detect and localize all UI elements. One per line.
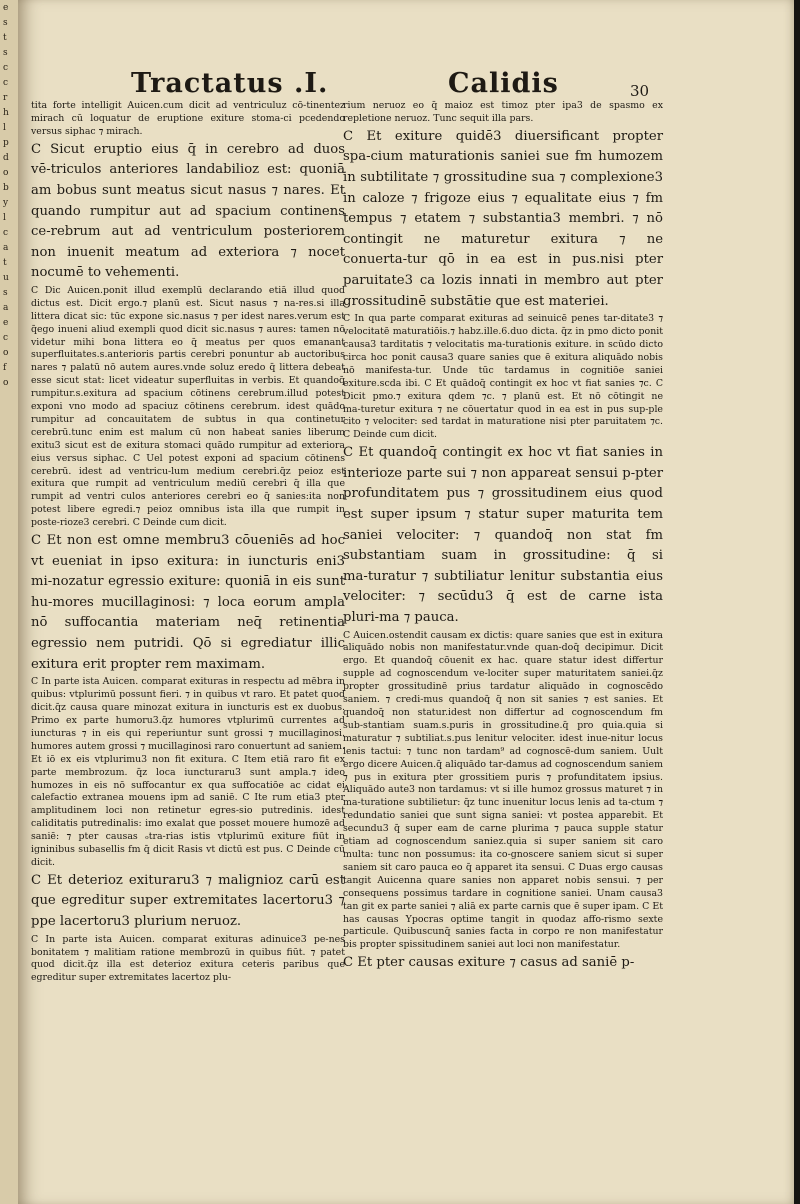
book-page — [18, 0, 794, 1204]
commentary-paragraph: C Auicen.ostendit causam ex dictis: quare sanies que est in exitura aliquādo nobis non manifestatur.vnde quan‑doq̄ decipimur. Dicit ergo. Et quandoq̄ cōuenit ex hac. quare statur idest differtur supple ad cognoscendum ve‑lociter super maturitatem saniei.q̄z propter grossitudinē prius tardatur aliquādo in cognoscēdo saniem. ⁊ credi‑mus quandoq̄ q̄ non sit sanies ⁊ est sanies. Et quandoq̄ non statur.idest non differtur ad cognoscendum fm sub‑stantiam suam.s.puris in grossitudine.q̄ pro quia.quia si maturatur ⁊ subtiliat.s.pus lenitur velociter. idest inue‑nitur locus lenis tactui: ⁊ tunc non tardam⁹ ad cognoscē‑dum saniem. Uult ergo dicere Auicen.q̄ aliquādo tar‑damus ad cognoscendum saniem ⁊ pus in exitura pter grossitiem puris ⁊ profunditatem ipsius. Aliquādo aute3 non tardamus: vt si ille humoz grossus maturet ⁊ in ma‑turatione subtilietur: q̄z tunc inuenitur locus lenis ad ta‑ctum ⁊ redundatio saniei que sunt signa saniei: vt postea apparebit. Et secundu3 q̄ super eam de carne plurima ⁊ pauca supple statur etiam ad cognoscendum saniez.quia si super saniem sit caro multa: tunc non possumus: ita co‑gnoscere saniem sicut si super saniem sit caro pauca eo q̄ apparet ita sensui. C Duas ergo causas tangit Auicenna quare sanies non apparet nobis sensui. ⁊ per consequens possimus tardare in cognitione saniei. Unam causa3 tan git ex parte saniei ⁊ aliā ex parte carnis que ē super ipam. C Et has causas Ypocras optime tangit in quodaz affo‑rismo sexte particule. Quibuscunq̄ sanies facta in corpo re non manifestatur bis propter spissitudinem saniei aut loci non manifestatur. — [343, 629, 663, 951]
margin-fragment: c — [3, 63, 9, 73]
commentary-paragraph: C In qua parte comparat exituras ad seinuicē penes tar‑ditate3 ⁊ velocitatē maturatiōis.⁊ habz.ille.6.duo dicta. q̄z in pmo dicto ponit causa3 tarditatis ⁊ velocitatis ma‑turationis exiture. in scūdo dicto circa hoc ponit causa3 quare sanies que ē exitura aliquādo nobis nō manifesta‑tur. Unde tūc tardamus in cognitiōe saniei exiture.scda ibi. C Et quādoq̄ contingit ex hoc vt fiat sanies ⁊c. C Dicit pmo.⁊ exitura qdem ⁊c. ⁊ planū est. Et nō cōtingit ne ma‑turetur exitura ⁊ ne cōuertatur quod in ea est in pus sup‑ple cito ⁊ velociter: sed tardat in maturatione nisi pter paruitatem ⁊c. C Deinde cum dicit. — [343, 313, 663, 441]
text-column-right — [343, 100, 663, 975]
text-paragraph: C Et exiture quidē3 diuersificant propter spa‑cium maturationis saniei sue fm humozem in subtilitate ⁊ grossitudine sua ⁊ complexione3 in caloze ⁊ frigoze eius ⁊ equalitate eius ⁊ fm tempus ⁊ etatem ⁊ substantia3 membri. ⁊ nō contingit ne maturetur exitura ⁊ ne conuerta‑tur qō in ea est in pus.nisi pter paruitate3 ca lozis innati in membro aut pter grossitudinē substātie que est materiei. — [343, 128, 663, 309]
folio-number: 30 — [630, 82, 650, 100]
margin-fragment: e — [3, 3, 9, 13]
margin-fragment: b — [3, 183, 9, 193]
commentary-paragraph: C Dic Auicen.ponit illud exemplū declarando etiā illud quod dictus est. Dicit ergo.⁊ planū est. Sicut nasus ⁊ na‑res.si illa littera dicat sic: tūc expone sic.nasus ⁊ per idest nares.verum est q̄ego inueni aliud exempli quod dicit sic.nasus ⁊ aures: tamen nō videtur mihi bona littera eo q̄ meatus per quos emanant superfluitates.s.anterioris partis cerebri ponuntur ab auctoribus nares ⁊ palatū nō autem aures.vnde soluz eredo q̄ littera debeat esse sicut stat: licet videatur superfluitas in verbis. Et quandoq̄ rumpitur.s.exitura ad spacium cōtinens cerebrum.illud potest exponi vno modo ad spaciuz cōtinens cerebrum. idest quādo rumpitur ad concauitatem de subtus in qua continetur cerebrū.tunc enim est malum cū non habeat sanies liberum exitu3 sicut est de exitura stomaci quādo rumpitur ad exteriora eius versus siphac. C Uel potest exponi ad spacium cōtinens cerebrū. idest ad ventricu‑lum medium cerebri.q̄z peioz est exitura que rumpit ad ventriculum mediū cerebri q̄ illa que rumpit ad ventri culos anteriores cerebri eo q̄ sanies:ita non potest libere egredi.⁊ peioz omnibus ista illa que rumpit in poste‑rioze3 cerebri. C Deinde cum dicit. — [31, 284, 345, 529]
margin-fragment: c — [3, 78, 9, 88]
margin-fragment: o — [3, 378, 9, 388]
margin-fragment: s — [3, 288, 8, 298]
running-title-left: Tractatus .I. — [131, 68, 329, 99]
margin-fragment: t — [3, 258, 7, 268]
margin-fragment: l — [3, 213, 6, 223]
margin-fragment: u — [3, 273, 9, 283]
running-title-right: Calidis — [448, 68, 559, 99]
margin-fragment: f — [3, 363, 7, 373]
commentary-paragraph: C In parte ista Auicen. comparat exituras in respectu ad mēbra in quibus: vtplurimū possunt fieri. ⁊ in quibus vt raro. Et patet quod dicit.q̄z causa quare minozat exitura in iuncturis est ex duobus. Primo ex parte humoru3.q̄z humores vtplurimū currentes ad iuncturas ⁊ in eis qui reperiuntur sunt grossi ⁊ mucillaginosi. humores autem grossi ⁊ mucillaginosi raro conuertunt ad saniem. Et iō ex eis vtplurimu3 non fit exitura. C Item etiā raro fit ex parte membrozum. q̄z loca iuncturaru3 sunt ampla.⁊ ideo humozes in eis nō suffocantur ex qua suffocatiōe ac cidat ei calefactio extranea mouens ipm ad saniē. C Ite rum etia3 pter amplitudinem loci non retinetur egres‑sio putredinis. idest caliditatis putredinalis: imo exalat que posset mouere humozē ad saniē: ⁊ pter causas ₒtra‑rias istis vtplurimū exiture fiūt in igninibus subasellis fm q̄ dicit Rasis vt dictū est pus. C Deinde cū dicit. — [31, 676, 345, 868]
text-column-left — [31, 100, 345, 986]
margin-fragment: a — [3, 243, 9, 253]
margin-fragment: p — [3, 138, 9, 148]
margin-fragment: t — [3, 33, 7, 43]
margin-fragment: d — [3, 153, 9, 163]
commentary-paragraph: rium neruoz eo q̄ maioz est timoz pter ipa3 de spasmo ex repletione neruoz. Tunc sequit illa pars. — [343, 100, 663, 124]
margin-fragment: s — [3, 18, 8, 28]
margin-fragment: c — [3, 333, 9, 343]
margin-fragment: c — [3, 228, 9, 238]
margin-fragment: y — [3, 198, 9, 208]
margin-fragment: l — [3, 123, 6, 133]
margin-fragment: o — [3, 168, 9, 178]
text-paragraph: C Et pter causas exiture ⁊ casus ad saniē p‑ — [343, 955, 635, 971]
margin-fragment: s — [3, 48, 8, 58]
margin-fragment: e — [3, 318, 9, 328]
text-paragraph: C Sicut eruptio eius q̄ in cerebro ad duos vē‑triculos anteriores landabilioz est: quoniā am bobus sunt meatus sicut nasus ⁊ nares. Et quando rumpitur aut ad spacium continens ce‑rebrum aut ad ventriculum posteriorem non inuenit meatum ad exteriora ⁊ nocet nocumē to vehementi. — [31, 141, 345, 281]
previous-page-edge — [0, 0, 18, 1204]
margin-fragment: a — [3, 303, 9, 313]
text-paragraph: C Et quandoq̄ contingit ex hoc vt fiat sanies in interioze parte sui ⁊ non appareat sensui p‑pter profunditatem pus ⁊ grossitudinem eius quod est super ipsum ⁊ statur super maturita tem saniei velociter: ⁊ quandoq̄ non stat fm substantiam suam in grossitudine: q̄ si ma‑turatur ⁊ subtiliatur lenitur substantia eius velociter: ⁊ secūdu3 q̄ est de carne ista pluri‑ma ⁊ pauca. — [343, 445, 663, 625]
commentary-paragraph: tita forte intelligit Auicen.cum dicit ad ventriculuz cō‑tinentez mirach cū loquatur de eruptione exiture stoma‑ci pcedendo versus siphac ⁊ mirach. — [31, 100, 345, 137]
text-paragraph: C Et deterioz exituraru3 ⁊ malignioz carū est que egreditur super extremitates lacertoru3 ⁊ ppe lacertoru3 plurium neruoz. — [31, 872, 345, 930]
margin-fragment: o — [3, 348, 9, 358]
text-paragraph: C Et non est omne membru3 cōueniēs ad hoc vt eueniat in ipso exitura: in iuncturis eni3 mi‑nozatur egressio exiture: quoniā in eis sunt hu‑mores mucillaginosi: ⁊ loca eorum ampla nō suffocantia materiam neq̄ retinentia egressio nem putridi. Qō si egrediatur illic exitura erit propter rem maximam. — [31, 533, 345, 672]
margin-fragment: h — [3, 108, 9, 118]
commentary-paragraph: C In parte ista Auicen. comparat exituras adinuice3 pe‑nes bonitatem ⁊ malitiam ratione membrozū in quibus fiūt. ⁊ patet quod dicit.q̄z illa est deterioz exitura ceteris paribus que egreditur super extremitates lacertoz plu‑ — [31, 933, 345, 984]
margin-fragment: r — [3, 93, 8, 103]
